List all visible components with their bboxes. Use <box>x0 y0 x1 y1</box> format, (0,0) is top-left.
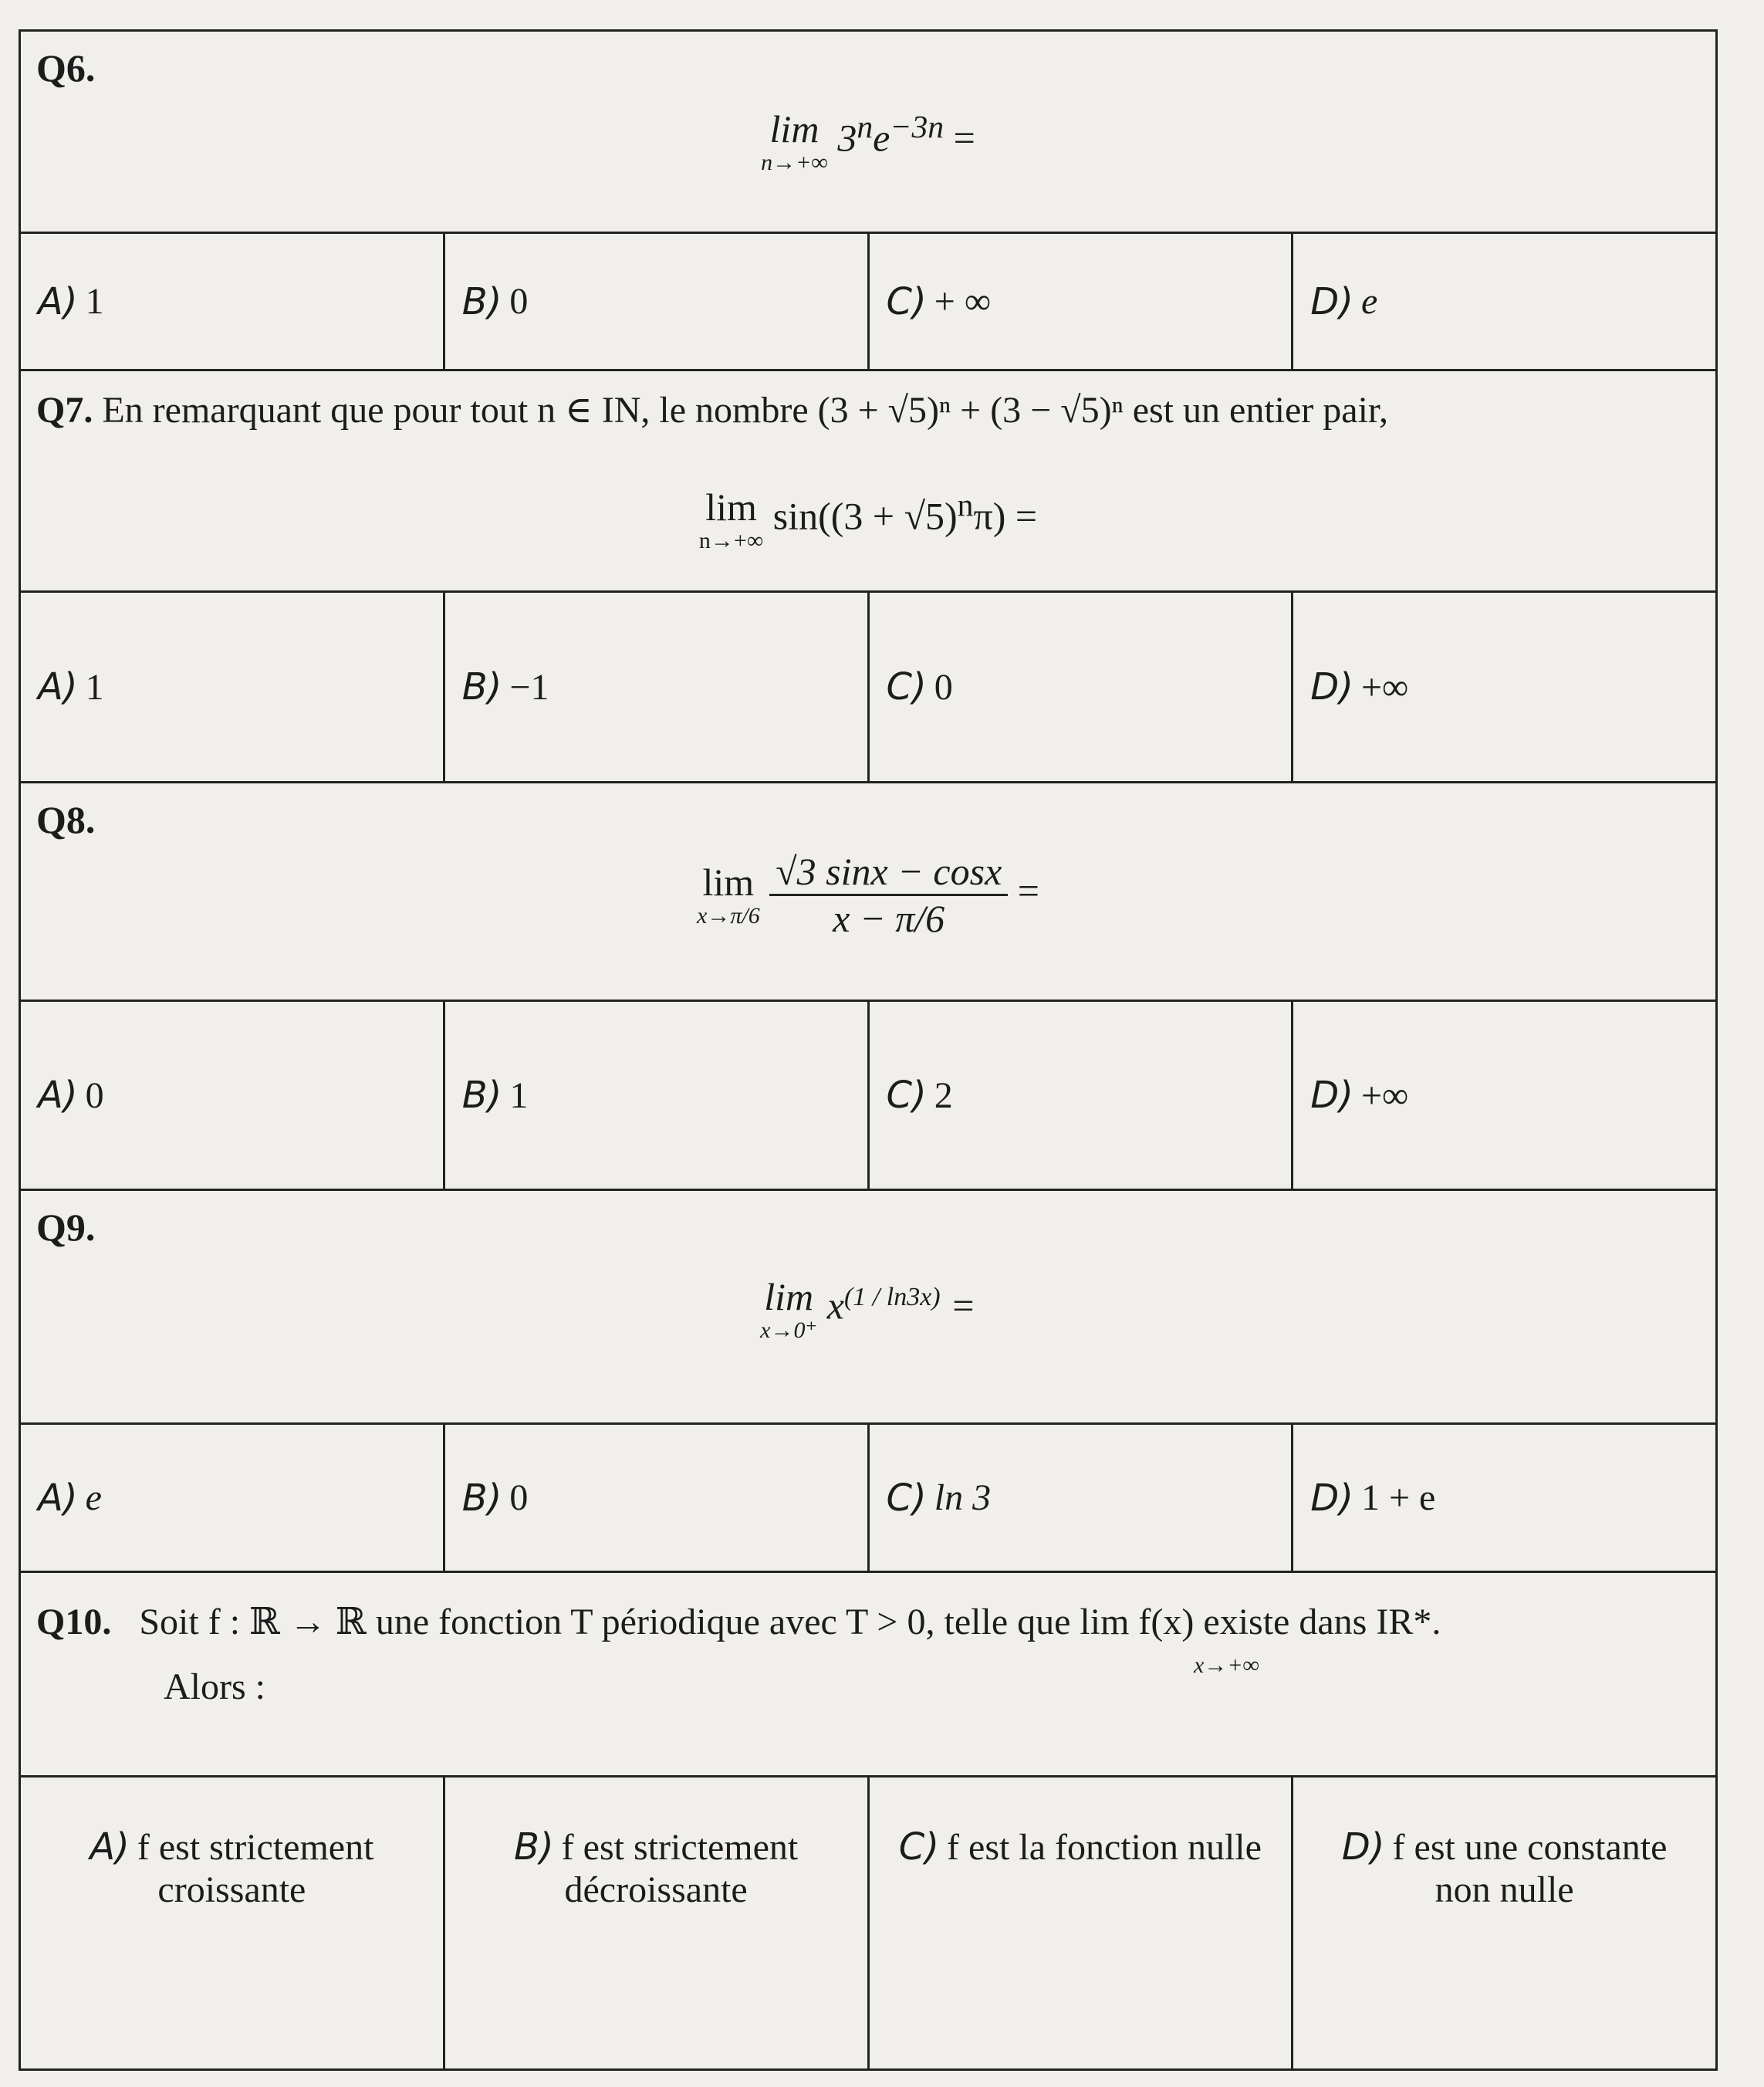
option-d[interactable]: D) e <box>1310 279 1378 323</box>
question-label: Q9. <box>36 1206 96 1249</box>
question-q9 <box>21 1191 1715 1425</box>
question-label: Q8. <box>36 798 96 841</box>
alors-text: Alors : <box>164 1666 265 1707</box>
option-b[interactable]: B) 1 <box>445 1002 870 1189</box>
option-a[interactable]: A) f est strictement croissante <box>21 1778 445 2071</box>
options-q10 <box>21 1778 1715 2071</box>
option-c[interactable]: C) ln 3 <box>870 1425 1294 1571</box>
limit-operator: lim x→0⁺ <box>760 1275 818 1343</box>
question-expression: lim x→0⁺ $x^{(1 / ln3x)}$ = <box>760 1275 976 1343</box>
exam-sheet <box>19 29 1718 2071</box>
option-c[interactable]: C) 0 <box>870 593 1294 781</box>
option-b[interactable]: B) f est strictement décroissante <box>445 1778 870 2071</box>
question-expression: lim x→π/6 $\frac{√3 \sin x - \cos x}{x - \pi/6}$ = <box>697 850 1039 940</box>
options-q9 <box>21 1425 1715 1573</box>
option-d[interactable]: D) +∞ <box>1310 665 1409 709</box>
option-b[interactable]: B) −1 <box>445 593 870 781</box>
option-b[interactable]: B) 0 <box>445 1425 870 1571</box>
limit-fraction: $\frac{√3 \sin x - \cos x}{x - \pi/6}$ <box>769 849 1008 941</box>
option-a[interactable]: A) 1 <box>21 234 445 369</box>
question-q8 <box>21 783 1715 1002</box>
option-c[interactable]: C) f est la fonction nulle <box>870 1778 1294 2071</box>
question-label: Q6. <box>36 46 96 90</box>
option-d[interactable]: D) +∞ <box>1310 1074 1409 1117</box>
option-c[interactable]: C) + ∞ <box>870 234 1294 369</box>
options-q8 <box>21 1002 1715 1191</box>
question-text: Q10. Soit f : ℝ → ℝ une fonction T périodique avec T > 0, telle que lim f(x) existe dans IR*. x→+∞ Alors : <box>36 1602 1441 1707</box>
limit-operator: lim n→+∞ <box>698 485 764 554</box>
limit-subscript: x→+∞ <box>1194 1652 1259 1678</box>
question-text: Q7. En remarquant que pour tout n ∈ IN, le nombre (3 + √5)ⁿ + (3 − √5)ⁿ est un entier pair, <box>36 390 1388 431</box>
option-c[interactable]: C) 2 <box>870 1002 1294 1189</box>
question-expression: lim n→+∞ $3^ne^{-3n}$ = <box>761 107 975 176</box>
question-q10 <box>21 1573 1715 1778</box>
option-b[interactable]: B) 0 <box>445 234 870 369</box>
options-q6 <box>21 234 1715 371</box>
limit-operator: lim n→+∞ <box>761 107 828 176</box>
option-d[interactable]: D) f est une constante non nulle <box>1341 1825 1668 1910</box>
limit-operator: lim x→π/6 <box>697 860 760 928</box>
option-a[interactable]: A) 0 <box>21 1002 445 1189</box>
options-q7 <box>21 593 1715 783</box>
question-q7 <box>21 371 1715 593</box>
question-expression: lim n→+∞ $\sin((3 + √5)^n\pi)$ = <box>698 485 1038 554</box>
option-a[interactable]: A) 1 <box>21 593 445 781</box>
option-d[interactable]: D) 1 + e <box>1310 1476 1436 1520</box>
question-q6 <box>21 32 1715 234</box>
option-a[interactable]: A) e <box>21 1425 445 1571</box>
